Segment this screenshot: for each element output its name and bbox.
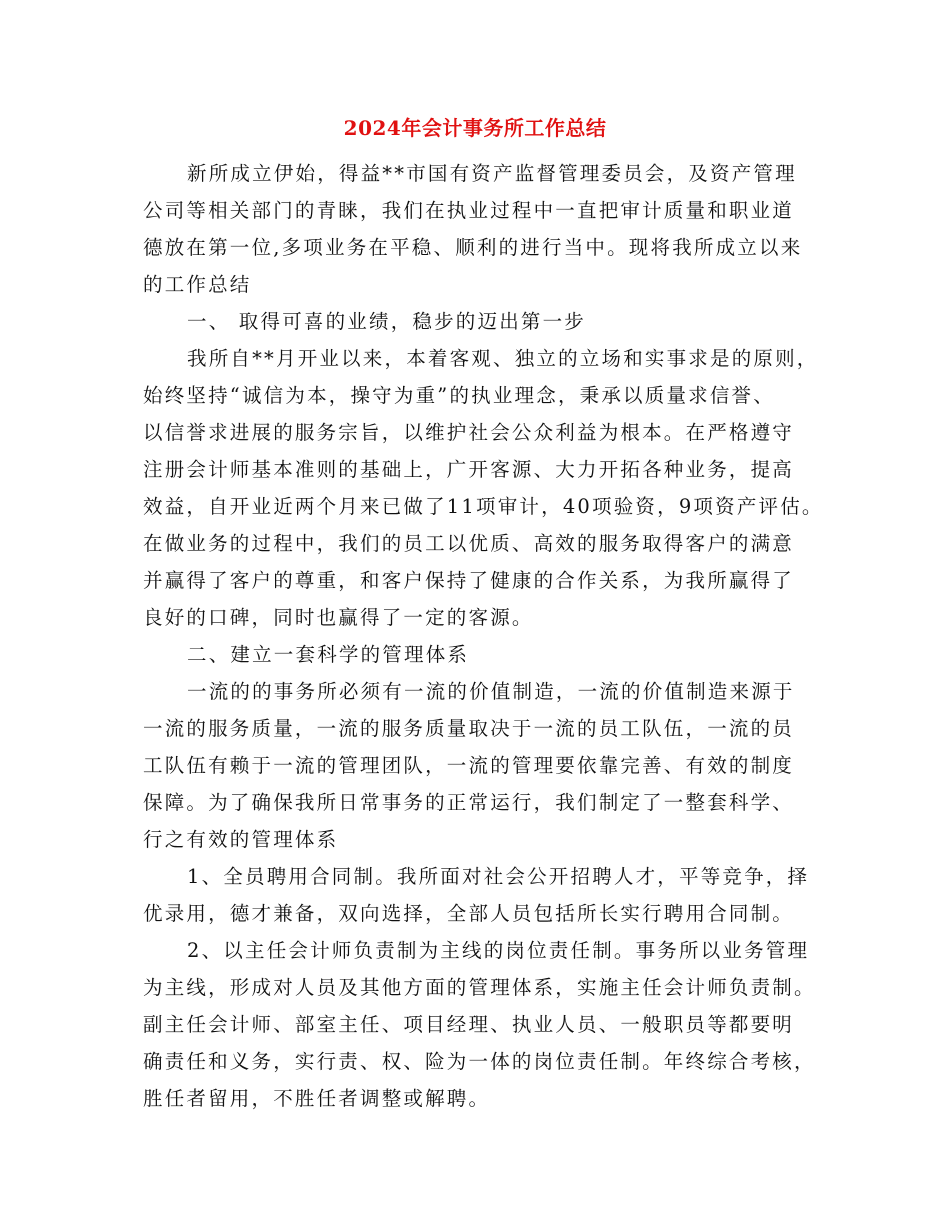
- body-line: 副主任会计师、部室主任、项目经理、执业人员、一般职员等都要明: [143, 1013, 795, 1036]
- body-line: 公司等相关部门的青睐，我们在执业过程中一直把审计质量和职业道: [143, 199, 795, 222]
- section-heading: 一、 取得可喜的业绩，稳步的迈出第一步: [187, 310, 586, 333]
- body-line: 良好的口碑，同时也赢得了一定的客源。: [143, 606, 534, 629]
- body-line: 一流的的事务所必须有一流的价值制造，一流的价值制造来源于: [187, 680, 795, 703]
- document-title: 2024年会计事务所工作总结: [343, 116, 607, 140]
- body-line: 新所成立伊始，得益**市国有资产监督管理委员会，及资产管理: [187, 162, 797, 185]
- body-line: 1、全员聘用合同制。我所面对社会公开招聘人才，平等竞争，择: [187, 865, 810, 888]
- body-line: 在做业务的过程中，我们的员工以优质、高效的服务取得客户的满意: [143, 532, 795, 555]
- body-line: 以信誉求进展的服务宗旨，以维护社会公众利益为根本。在严格遵守: [143, 421, 795, 444]
- body-line: 效益，自开业近两个月来已做了11项审计，40项验资，9项资产评估。: [143, 495, 824, 518]
- body-line: 为主线，形成对人员及其他方面的管理体系，实施主任会计师负责制。: [143, 976, 816, 999]
- body-line: 2、以主任会计师负责制为主线的岗位责任制。事务所以业务管理: [187, 939, 810, 962]
- body-line: 始终坚持“诚信为本，操守为重”的执业理念，秉承以质量求信誉、: [143, 384, 775, 407]
- body-line: 保障。为了确保我所日常事务的正常运行，我们制定了一整套科学、: [143, 791, 795, 814]
- body-line: 注册会计师基本准则的基础上，广开客源、大力开拓各种业务，提高: [143, 458, 795, 481]
- body-line: 工队伍有赖于一流的管理团队，一流的管理要依靠完善、有效的制度: [143, 754, 795, 777]
- body-line: 我所自**月开业以来，本着客观、独立的立场和实事求是的原则，: [187, 347, 819, 370]
- body-line: 行之有效的管理体系: [143, 828, 339, 851]
- body-line: 并赢得了客户的尊重，和客户保持了健康的合作关系，为我所赢得了: [143, 569, 795, 592]
- body-line: 确责任和义务，实行责、权、险为一体的岗位责任制。年终综合考核，: [143, 1050, 816, 1073]
- section-heading: 二、建立一套科学的管理体系: [187, 643, 470, 666]
- body-line: 德放在第一位,多项业务在平稳、顺利的进行当中。现将我所成立以来: [143, 236, 803, 259]
- body-line: 的工作总结: [143, 273, 252, 296]
- body-line: 胜任者留用，不胜任者调整或解聘。: [143, 1087, 491, 1110]
- body-line: 一流的服务质量，一流的服务质量取决于一流的员工队伍，一流的员: [143, 717, 795, 740]
- body-line: 优录用，德才兼备，双向选择，全部人员包括所长实行聘用合同制。: [143, 902, 795, 925]
